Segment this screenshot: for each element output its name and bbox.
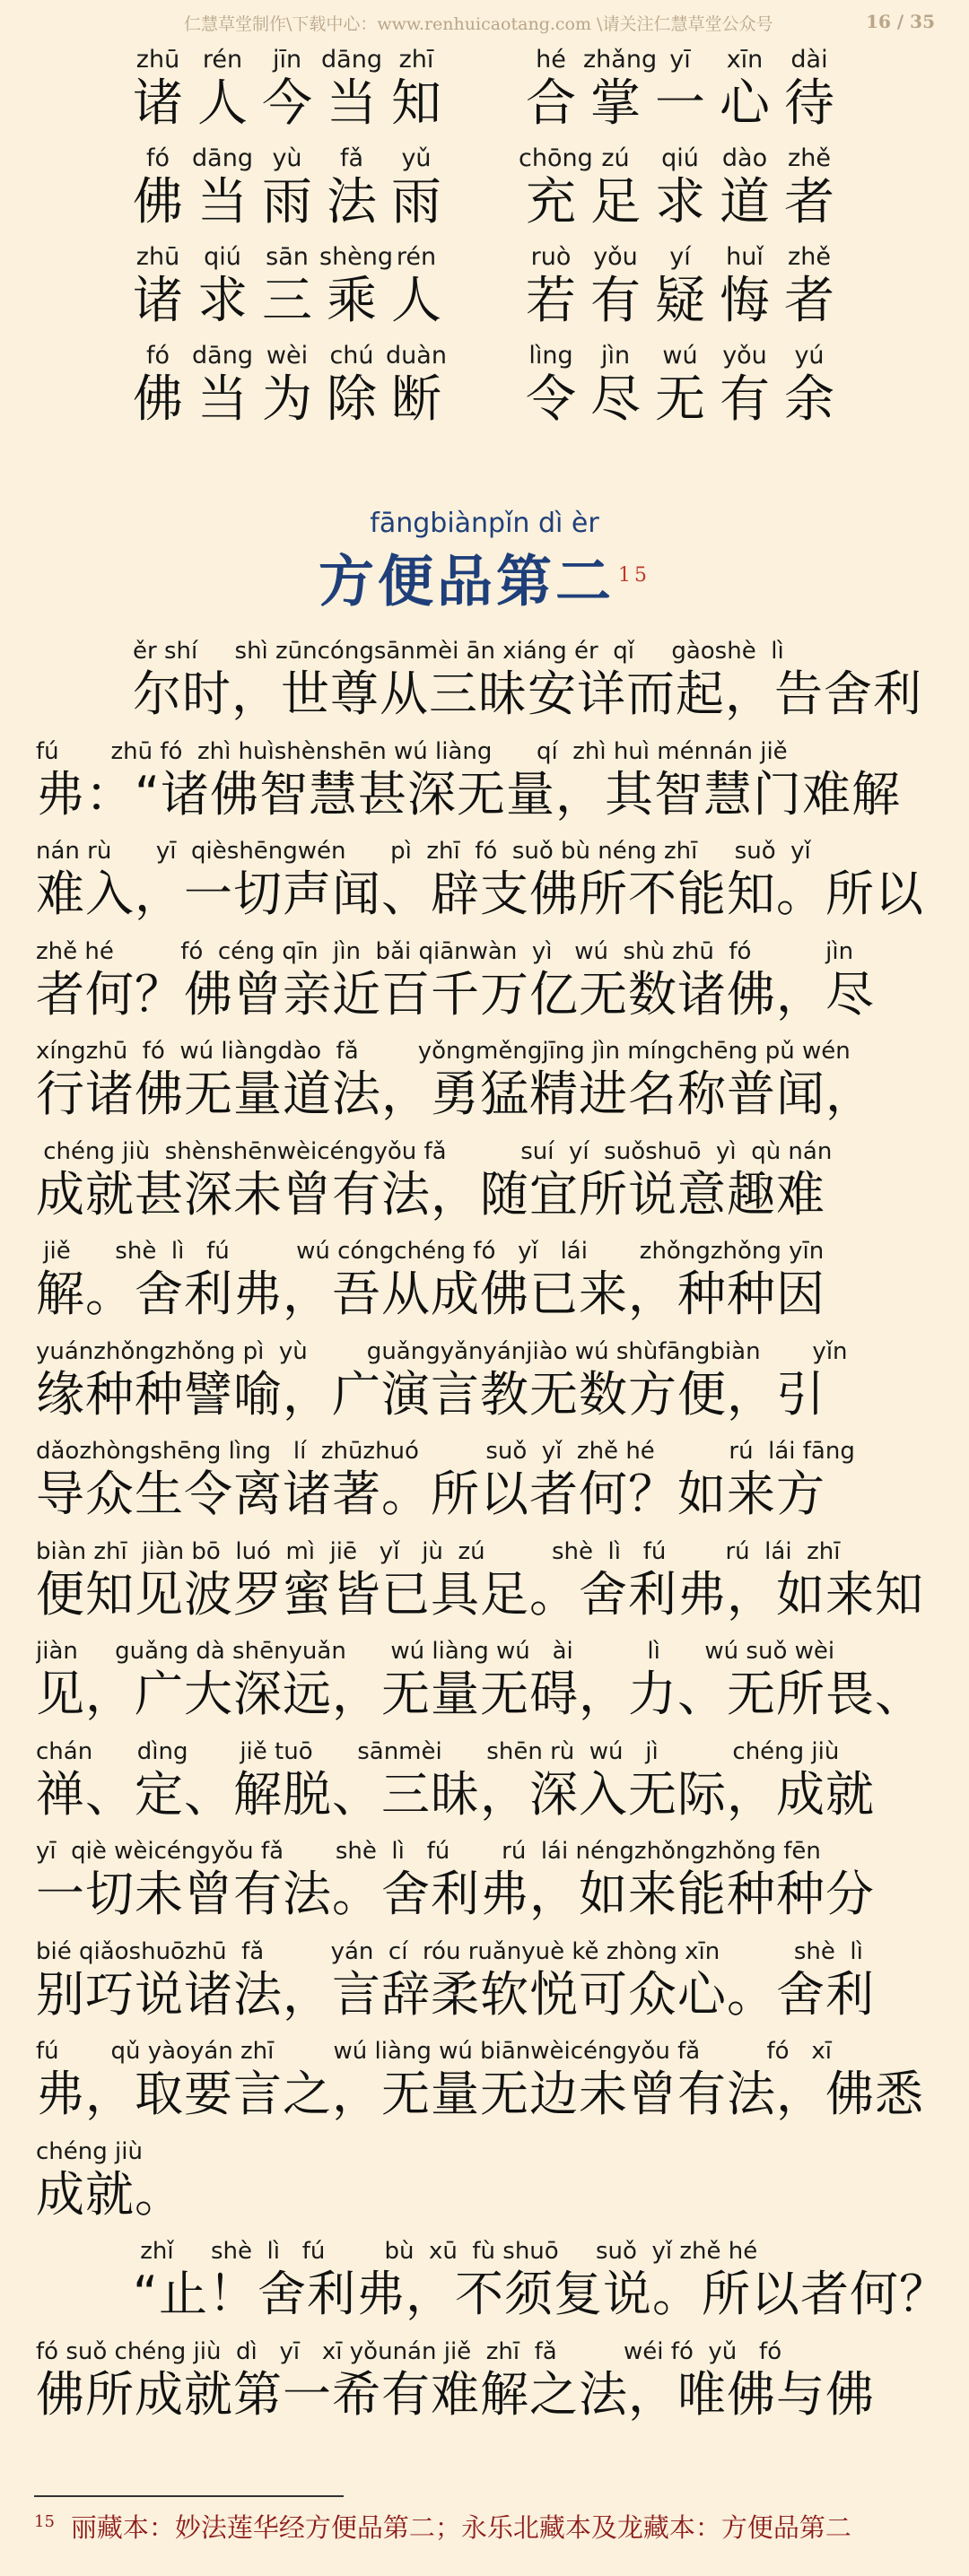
hanzi: 人 [391, 272, 441, 330]
verse-char [519, 242, 583, 330]
verse-char [519, 45, 583, 133]
verse-char [712, 341, 777, 429]
hanzi-line: 解。舍利弗，吾从成佛已来，种种因 [36, 1266, 825, 1322]
pinyin-line: chéng jiù [36, 2137, 143, 2165]
pinyin: jìn [600, 342, 631, 370]
hanzi: 掌 [590, 74, 641, 133]
verse-half-right [519, 144, 842, 231]
pinyin: zhǎng [583, 46, 658, 74]
hanzi-line: 者何？佛曾亲近百千万亿无数诸佛，尽 [36, 965, 875, 1023]
pinyin: zhū [135, 46, 180, 74]
verse-char [190, 242, 255, 330]
text-line [0, 2035, 969, 2136]
hanzi: 有 [590, 272, 641, 330]
verse-char [648, 144, 712, 231]
verse-char [648, 341, 712, 429]
verse-char [255, 45, 319, 133]
hanzi: 若 [526, 272, 576, 330]
pinyin-line: fú qǔ yàoyán zhī wú liàng wú biānwèicéngyǒu fǎ fó xī [36, 2038, 832, 2065]
hanzi-line: 佛所成就第一希有难解之法，唯佛与佛 [36, 2365, 875, 2423]
page-header [0, 7, 969, 43]
pinyin: zhě [788, 243, 831, 271]
hanzi: 疑 [655, 272, 705, 330]
hanzi-line: 别巧说诸法，言辞柔软悦可众心。舍利 [36, 1965, 875, 2023]
hanzi-line: 弗，取要言之，无量无边未曾有法，佛悉 [36, 2066, 924, 2122]
pinyin: rén [396, 243, 437, 271]
pinyin: ruò [530, 243, 572, 271]
hanzi-line: 弗：“诸佛智慧甚深无量，其智慧门难解 [36, 765, 901, 822]
hanzi: 一 [655, 74, 705, 133]
verse-half-right [519, 45, 842, 133]
pinyin: qiú [204, 243, 241, 271]
hanzi: 有 [720, 370, 770, 429]
hanzi-line: 导众生令离诸著。所以者何？如来方 [36, 1466, 825, 1522]
footnote-ref[interactable]: 15 [618, 564, 650, 587]
verse-char [712, 45, 777, 133]
verse-half-right [519, 341, 842, 429]
prose-block [0, 635, 969, 2435]
hanzi: 佛 [133, 173, 183, 231]
pinyin: dào [721, 144, 768, 172]
pinyin-line: fú zhū fó zhì huìshènshēn wú liàng qí zhì huì ménnán jiě [36, 737, 788, 765]
pinyin: chōng [519, 144, 593, 172]
pinyin-line: dǎozhòngshēng lìng lí zhūzhuó suǒ yǐ zhě hé rú lái fāng [36, 1438, 855, 1465]
text-line [0, 2136, 969, 2236]
hanzi-line: 缘种种譬喻，广演言教无数方便，引 [36, 1365, 825, 1423]
hanzi: 三 [262, 272, 312, 330]
verse-half-right [519, 242, 842, 330]
chapter-pinyin: fāngbiànpǐn dì èr [370, 508, 599, 539]
pinyin: duàn [386, 342, 447, 370]
hanzi-line: 成就。 [36, 2165, 184, 2223]
pinyin-line: nán rù yī qièshēngwén pì zhī fó suǒ bù néng zhī suǒ yǐ [36, 838, 811, 865]
pinyin: hé [536, 46, 566, 74]
hanzi: 悔 [720, 272, 770, 330]
hanzi: 足 [590, 173, 641, 231]
hanzi: 当 [197, 370, 248, 429]
verse-char [583, 144, 648, 231]
pinyin: dài [790, 46, 828, 74]
pinyin-line: xíngzhū fó wú liàngdào fǎ yǒngměngjīng jìn míngchēng pǔ wén [36, 1038, 851, 1065]
pinyin: sān [266, 243, 309, 271]
pinyin: fó [145, 342, 170, 370]
pinyin: fǎ [339, 144, 364, 172]
pinyin: yǔ [401, 144, 432, 172]
verse-char [319, 144, 384, 231]
pinyin-line: chán dìng jiě tuō sānmèi shēn rù wú jì chéng jiù [36, 1737, 840, 1765]
pinyin-line: yī qiè wèicéngyǒu fǎ shè lì fú rú lái néngzhǒngzhǒng fēn [36, 1838, 821, 1865]
hanzi-line: 尔时，世尊从三昧安详而起，告舍利 [133, 666, 922, 722]
pinyin: fó [145, 144, 170, 172]
pinyin: dāng [321, 46, 382, 74]
verse-char [519, 341, 583, 429]
hanzi-line: 便知见波罗蜜皆已具足。舍利弗，如来知 [36, 1565, 924, 1623]
verse-char [712, 144, 777, 231]
verse-char [777, 341, 842, 429]
pinyin-line: jiàn guǎng dà shēnyuǎn wú liàng wú ài lì wú suǒ wèi [36, 1638, 835, 1665]
hanzi-line: 成就甚深未曾有法，随宜所说意趣难 [36, 1165, 825, 1223]
pinyin: yī [669, 46, 691, 74]
text-line [0, 635, 969, 735]
hanzi: 佛 [133, 370, 183, 429]
hanzi: 道 [720, 173, 770, 231]
pinyin: dāng [192, 342, 253, 370]
hanzi: 无 [655, 370, 705, 429]
hanzi: 心 [720, 74, 770, 133]
verse-char [126, 45, 190, 133]
hanzi-line: 难入，一切声闻、辟支佛所不能知。所以 [36, 866, 924, 922]
verse-char [384, 144, 449, 231]
text-line [0, 1035, 969, 1136]
verse-char [126, 341, 190, 429]
hanzi: 乘 [327, 272, 377, 330]
text-line [0, 2235, 969, 2336]
verse-char [319, 45, 384, 133]
verse-block [0, 45, 969, 439]
footnote-mark: 15 [34, 2512, 55, 2532]
text-line [0, 1336, 969, 1436]
pinyin: huǐ [726, 243, 764, 271]
hanzi: 雨 [391, 173, 441, 231]
text-line [0, 1536, 969, 1636]
hanzi: 充 [526, 173, 576, 231]
verse-char [384, 45, 449, 133]
pinyin-line: zhě hé fó céng qīn jìn bǎi qiānwàn yì wú shù zhū fó jìn [36, 937, 854, 965]
hanzi: 求 [655, 173, 705, 231]
text-line [0, 835, 969, 936]
verse-char [126, 144, 190, 231]
verse-char [777, 242, 842, 330]
footnote-divider [34, 2495, 344, 2497]
verse-char [648, 45, 712, 133]
hanzi: 者 [784, 173, 834, 231]
verse-row [0, 341, 969, 439]
verse-row [0, 144, 969, 242]
hanzi: 余 [784, 370, 834, 429]
pinyin-line: yuánzhǒngzhǒng pì yù guǎngyǎnyánjiào wú shùfāngbiàn yǐn [36, 1337, 848, 1365]
pinyin-line: fó suǒ chéng jiù dì yī xī yǒunán jiě zhī fǎ wéi fó yǔ fó [36, 2337, 782, 2365]
verse-char [384, 341, 449, 429]
verse-char [583, 341, 648, 429]
chapter-heading [0, 508, 969, 617]
hanzi: 为 [262, 370, 312, 429]
pinyin: jīn [272, 46, 302, 74]
chapter-title-text: 方便品第二 [318, 548, 615, 614]
text-line [0, 936, 969, 1036]
verse-row [0, 242, 969, 341]
pinyin: xīn [726, 46, 764, 74]
hanzi-line: “止！舍利弗，不须复说。所以者何？ [133, 2266, 948, 2322]
pinyin: zhī [398, 46, 434, 74]
hanzi: 断 [391, 370, 441, 429]
pinyin: dāng [192, 144, 253, 172]
verse-char [583, 45, 658, 133]
hanzi: 法 [327, 173, 377, 231]
pinyin: yǒu [593, 243, 638, 271]
verse-char [126, 242, 190, 330]
verse-char [190, 45, 255, 133]
verse-char [777, 45, 842, 133]
text-line [0, 2336, 969, 2436]
text-line [0, 1136, 969, 1236]
pinyin: yǒu [722, 342, 767, 370]
pinyin-line: chéng jiù shènshēnwèicéngyǒu fǎ suí yí suǒshuō yì qù nán [36, 1137, 833, 1165]
hanzi: 合 [526, 74, 576, 133]
text-line [0, 1435, 969, 1536]
verse-char [712, 242, 777, 330]
hanzi: 知 [391, 74, 441, 133]
hanzi: 当 [197, 173, 248, 231]
verse-char [255, 341, 319, 429]
verse-char [384, 242, 449, 330]
verse-char [190, 341, 255, 429]
verse-half-left [126, 45, 449, 133]
hanzi: 今 [262, 74, 312, 133]
pinyin-line: biàn zhī jiàn bō luó mì jiē yǐ jù zú shè lì fú rú lái zhī [36, 1537, 841, 1565]
text-line [0, 1936, 969, 2036]
text-line [0, 1635, 969, 1736]
verse-char [648, 242, 712, 330]
hanzi: 雨 [262, 173, 312, 231]
pinyin: zú [601, 144, 630, 172]
pinyin: wú [662, 342, 698, 370]
page-number: 16 / 35 [866, 11, 935, 32]
pinyin-line: zhǐ shè lì fú bù xū fù shuō suǒ yǐ zhě hé [133, 2238, 758, 2265]
verse-char [255, 144, 319, 231]
pinyin-line: jiě shè lì fú wú cóngchéng fó yǐ lái zhǒngzhǒng yīn [36, 1238, 825, 1265]
pinyin-line: bié qiǎoshuōzhū fǎ yán cí róu ruǎnyuè kě zhòng xīn shè lì [36, 1937, 863, 1965]
verse-char [319, 341, 384, 429]
verse-half-left [126, 341, 449, 429]
pinyin: chú [329, 342, 374, 370]
pinyin: qiú [661, 144, 699, 172]
text-line [0, 1235, 969, 1336]
verse-char [777, 144, 842, 231]
hanzi: 尽 [590, 370, 641, 429]
footnote-text: 丽藏本：妙法莲华经方便品第二；永乐北藏本及龙藏本：方便品第二 [70, 2512, 851, 2543]
pinyin: zhě [788, 144, 831, 172]
pinyin: lìng [528, 342, 573, 370]
text-line [0, 735, 969, 836]
hanzi: 诸 [133, 272, 183, 330]
verse-half-left [126, 144, 449, 231]
verse-char [519, 144, 593, 231]
hanzi: 除 [327, 370, 377, 429]
text-line [0, 1835, 969, 1936]
hanzi: 求 [197, 272, 248, 330]
verse-char [583, 242, 648, 330]
pinyin: shèng [319, 243, 394, 271]
verse-row [0, 45, 969, 144]
verse-char [319, 242, 394, 330]
hanzi: 待 [784, 74, 834, 133]
pinyin-line: ěr shí shì zūncóngsānmèi ān xiáng ér qǐ gàoshè lì [133, 638, 784, 665]
hanzi: 人 [197, 74, 248, 133]
hanzi: 者 [784, 272, 834, 330]
hanzi: 当 [327, 74, 377, 133]
pinyin: yí [669, 243, 691, 271]
verse-char [190, 144, 255, 231]
footnote [34, 2508, 949, 2545]
verse-half-left [126, 242, 449, 330]
hanzi-line: 禅、定、解脱、三昧，深入无际，成就 [36, 1765, 875, 1823]
chapter-title [319, 540, 650, 618]
hanzi-line: 见，广大深远，无量无碍，力、无所畏、 [36, 1666, 924, 1722]
hanzi-line: 一切未曾有法。舍利弗，如来能种种分 [36, 1866, 875, 1922]
verse-char [255, 242, 319, 330]
hanzi: 令 [526, 370, 576, 429]
pinyin: rén [202, 46, 243, 74]
hanzi: 诸 [133, 74, 183, 133]
text-line [0, 1736, 969, 1836]
hanzi-line: 行诸佛无量道法，勇猛精进名称普闻， [36, 1066, 875, 1122]
pinyin: yù [272, 144, 302, 172]
pinyin: yú [794, 342, 825, 370]
header-text: 仁慧草堂制作\下载中心：www.renhuicaotang.com \请关注仁慧草堂公众号 [184, 14, 773, 34]
pinyin: zhū [135, 243, 180, 271]
pinyin: wèi [266, 342, 309, 370]
